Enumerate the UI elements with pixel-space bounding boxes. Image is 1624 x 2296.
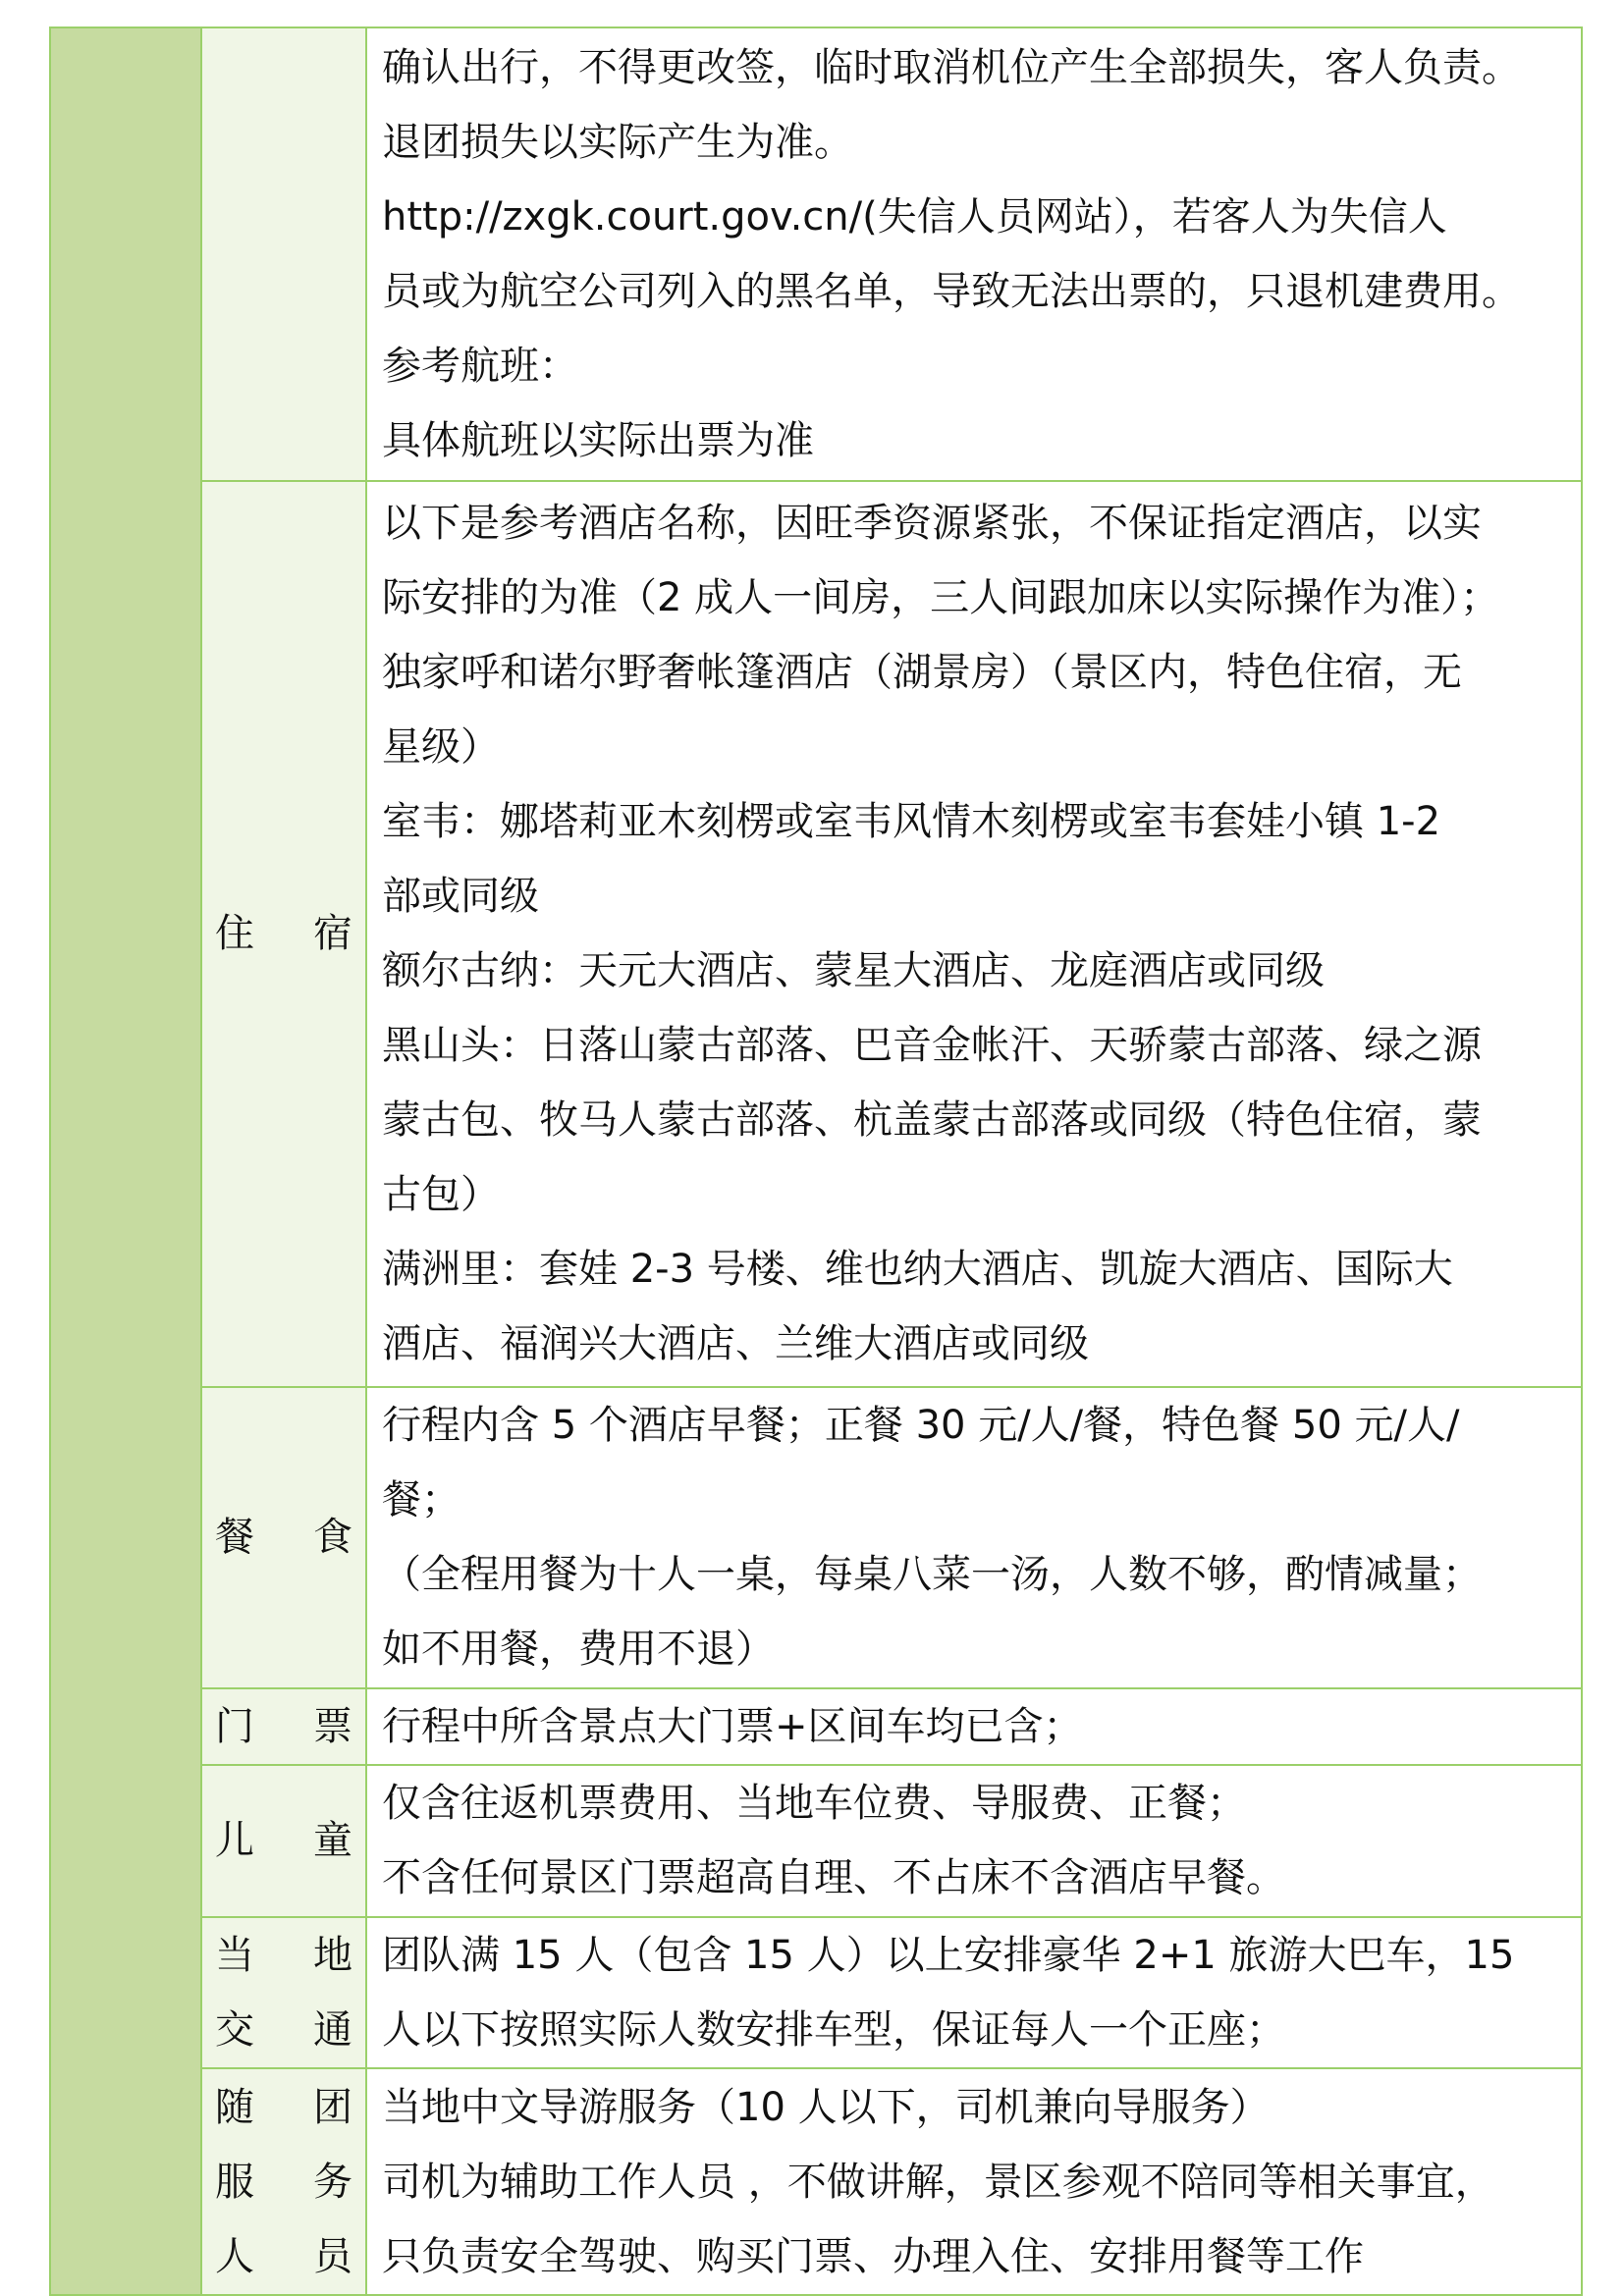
content-line: 只负责安全驾驶、购买门票、办理入住、安排用餐等工作 bbox=[382, 2233, 1364, 2279]
row-content-cell bbox=[366, 481, 1582, 1387]
content-line: 行程内含 5 个酒店早餐；正餐 30 元/人/餐，特色餐 50 元/人/ bbox=[382, 1403, 1460, 1449]
content-line: 餐； bbox=[382, 1477, 460, 1523]
table-row bbox=[50, 27, 1582, 481]
row-label-cell bbox=[201, 2068, 366, 2295]
table-row bbox=[50, 1765, 1582, 1917]
itinerary-table-body bbox=[50, 27, 1582, 2295]
row-label-text: 交通 bbox=[215, 2006, 352, 2053]
row-content-cell bbox=[366, 1688, 1582, 1765]
table-row bbox=[50, 1917, 1582, 2069]
row-content-cell bbox=[366, 2068, 1582, 2295]
table-row bbox=[50, 481, 1582, 1387]
row-label-cell bbox=[201, 1765, 366, 1917]
row-label-text: 服务 bbox=[215, 2159, 352, 2205]
table-row bbox=[50, 2068, 1582, 2295]
content-line: 古包） bbox=[382, 1172, 500, 1218]
row-label-text: 儿童 bbox=[215, 1818, 352, 1864]
content-line: 部或同级 bbox=[382, 874, 539, 920]
content-line: 额尔古纳：天元大酒店、蒙星大酒店、龙庭酒店或同级 bbox=[382, 948, 1325, 994]
content-line: 酒店、福润兴大酒店、兰维大酒店或同级 bbox=[382, 1321, 1089, 1367]
table-row bbox=[50, 1688, 1582, 1765]
row-label-cell bbox=[201, 1917, 366, 2069]
content-line: 以下是参考酒店名称，因旺季资源紧张，不保证指定酒店，以实 bbox=[382, 501, 1482, 547]
content-line: http://zxgk.court.gov.cn/(失信人员网站），若客人为失信人 bbox=[382, 193, 1447, 240]
content-line: 室韦：娜塔莉亚木刻楞或室韦风情木刻楞或室韦套娃小镇 1-2 bbox=[382, 799, 1441, 845]
content-line: 司机为辅助工作人员 ，不做讲解，景区参观不陪同等相关事宜， bbox=[382, 2159, 1494, 2205]
content-line: 黑山头：日落山蒙古部落、巴音金帐汗、天骄蒙古部落、绿之源 bbox=[382, 1023, 1482, 1069]
content-line: 仅含往返机票费用、当地车位费、导服费、正餐； bbox=[382, 1781, 1246, 1827]
content-line: 行程中所含景点大门票+区间车均已含； bbox=[382, 1703, 1083, 1749]
row-label-text: 随团 bbox=[215, 2084, 352, 2130]
content-line: 参考航班： bbox=[382, 343, 578, 389]
row-label-text: 住宿 bbox=[215, 911, 352, 957]
content-line: 确认出行，不得更改签，临时取消机位产生全部损失，客人负责。 bbox=[382, 44, 1521, 90]
row-label-cell bbox=[201, 1688, 366, 1765]
content-line: 具体航班以实际出票为准 bbox=[382, 417, 814, 463]
outer-category-cell bbox=[50, 27, 201, 2295]
content-line: 人以下按照实际人数安排车型，保证每人一个正座； bbox=[382, 2006, 1285, 2053]
row-content-cell bbox=[366, 1387, 1582, 1688]
row-label-text: 餐食 bbox=[215, 1515, 352, 1561]
row-label-cell bbox=[201, 1387, 366, 1688]
row-content-cell bbox=[366, 1765, 1582, 1917]
row-label-text: 门票 bbox=[215, 1703, 352, 1749]
content-line: 员或为航空公司列入的黑名单，导致无法出票的，只退机建费用。 bbox=[382, 268, 1521, 314]
row-label-cell bbox=[201, 481, 366, 1387]
row-label-text: 当地 bbox=[215, 1932, 352, 1978]
row-content-cell bbox=[366, 27, 1582, 481]
row-content-cell bbox=[366, 1917, 1582, 2069]
content-line: 星级） bbox=[382, 724, 500, 771]
content-line: 独家呼和诺尔野奢帐篷酒店（湖景房）（景区内，特色住宿，无 bbox=[382, 650, 1462, 696]
content-line: 满洲里：套娃 2-3 号楼、维也纳大酒店、凯旋大酒店、国际大 bbox=[382, 1247, 1453, 1293]
content-line: 如不用餐，费用不退） bbox=[382, 1627, 775, 1673]
content-line: 际安排的为准（2 成人一间房，三人间跟加床以实际操作为准）； bbox=[382, 575, 1500, 621]
content-line: （全程用餐为十人一桌，每桌八菜一汤，人数不够，酌情减量； bbox=[382, 1552, 1482, 1598]
table-row bbox=[50, 1387, 1582, 1688]
content-line: 团队满 15 人（包含 15 人）以上安排豪华 2+1 旅游大巴车，15 bbox=[382, 1932, 1515, 1978]
content-line: 蒙古包、牧马人蒙古部落、杭盖蒙古部落或同级（特色住宿，蒙 bbox=[382, 1097, 1482, 1144]
row-label-text: 人员 bbox=[215, 2233, 352, 2279]
content-line: 不含任何景区门票超高自理、不占床不含酒店早餐。 bbox=[382, 1855, 1285, 1901]
itinerary-table bbox=[49, 27, 1583, 2296]
content-line: 退团损失以实际产生为准。 bbox=[382, 119, 853, 165]
content-line: 当地中文导游服务（10 人以下，司机兼向导服务） bbox=[382, 2084, 1270, 2130]
row-label-cell bbox=[201, 27, 366, 481]
